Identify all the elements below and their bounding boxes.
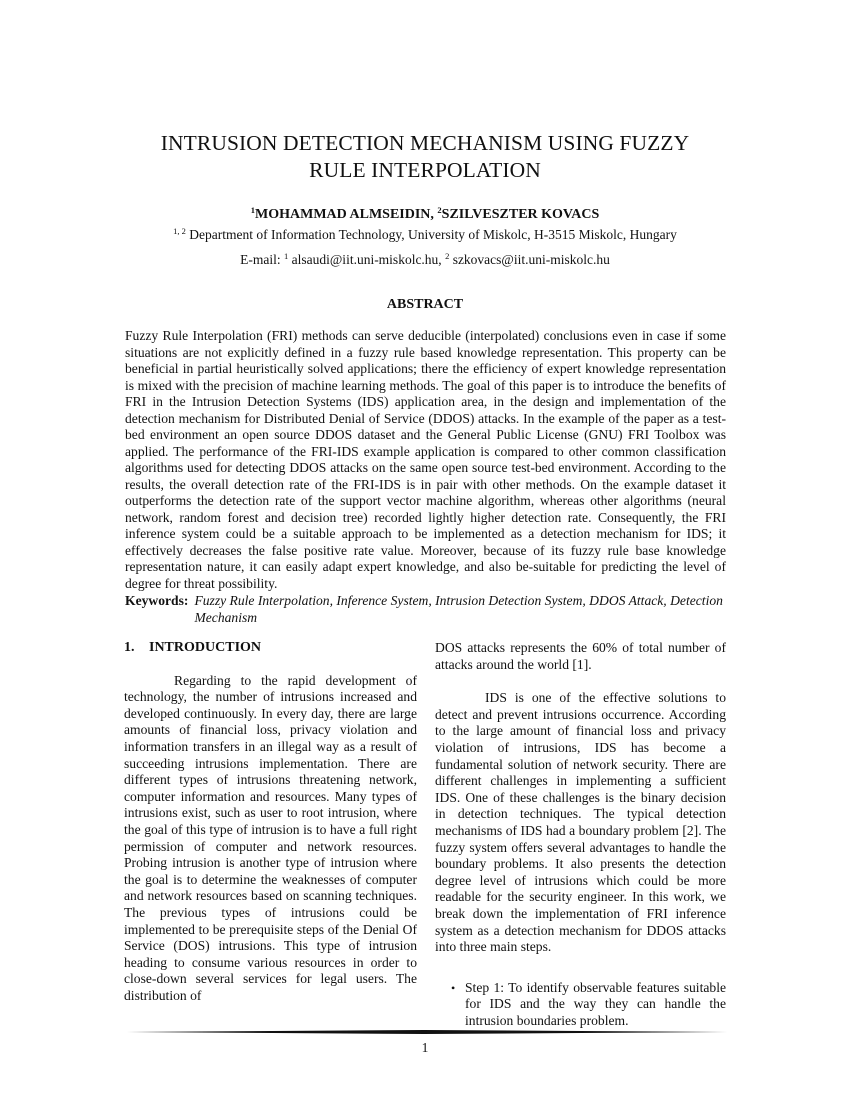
section-number: 1. [124, 640, 135, 655]
paragraph-spacer [435, 956, 726, 973]
intro-paragraph-2: IDS is one of the effective solutions to detect and prevent intrusions occurrence. According to the large amount of financial loss and privacy violation of intrusions, IDS has become a fundamental solution of network security. There are different challenges in implementing a sufficient IDS. One of these challenges is the binary decision in detection techniques. The typical detection mechanisms of IDS had a boundary problem [2]. The fuzzy system offers several advantages to handle the boundary problems. It also presents the detection degree level of intrusions which could be more readable for the security engineer. In this work, we break down the implementation of FRI inference system as a detection mechanism for DDOS attacks into three main steps. [435, 690, 726, 955]
paper-title [0, 130, 850, 184]
footer-rule-shape [124, 1030, 727, 1034]
affiliation [0, 226, 850, 243]
email-line [0, 251, 850, 268]
paragraph-spacer [435, 673, 726, 690]
bullet-icon: • [451, 980, 456, 995]
abstract-heading: ABSTRACT [386, 297, 464, 312]
email-address-2: szkovacs@iit.uni-miskolc.hu [449, 252, 610, 267]
bullet-text: Step 1: To identify observable features suitable for IDS and the way they can handle the intrusion boundaries problem. [465, 979, 726, 1028]
paper-title-line-1: INTRUSION DETECTION MECHANISM USING FUZZY [160, 131, 690, 155]
keywords-text: Fuzzy Rule Interpolation, Inference System, Intrusion Detection System, DDOS Attack, Detection Mechanism [194, 593, 723, 625]
page-number: 1 [421, 1040, 429, 1055]
intro-paragraph-1: Regarding to the rapid development of technology, the number of intrusions increased and developed continuously. In every day, there are large amounts of financial loss, privacy violation and information transfers in an illegal way as a result of succeeding intrusions implementation. There are different types of intrusions threatening network, computer information and resources. Many types of intrusions exist, such as user to root intrusion, where the goal of this type of intrusion is to have a full right permission of computer and network resources. Probing intrusion is another type of intrusion where the goal is to determine the weaknesses of computer and network resources based on scanning techniques. The previous types of intrusions could be implemented to be prerequisite steps of the Denial Of Service (DOS) intrusions. This type of intrusion heading to consume various resources in order to close-down several services for legal users. The distribution of [124, 672, 417, 1003]
author-1-superscript: 1 [250, 205, 256, 215]
paper-title-line-2: RULE INTERPOLATION [309, 158, 541, 182]
section-title: INTRODUCTION [149, 640, 262, 655]
author-2-superscript: 2 [437, 205, 442, 215]
email-label: E-mail: [240, 252, 285, 267]
footer-rule [124, 1030, 727, 1034]
email-address-1: alsaudi@iit.uni-miskolc.hu, [288, 252, 446, 267]
affiliation-text: Department of Information Technology, University of Miskolc, H-3515 Miskolc, Hungary [185, 227, 677, 242]
author-1-name: MOHAMMAD ALMSEIDIN, [255, 207, 438, 222]
keywords-label: Keywords: [125, 593, 189, 608]
section-heading [124, 640, 417, 657]
right-column [435, 640, 726, 1029]
intro-paragraph-1-continued: DOS attacks represents the 60% of total number of attacks around the world [1]. [435, 640, 726, 672]
keywords [125, 593, 726, 626]
affiliation-superscript: 1, 2 [173, 226, 186, 236]
author-2-name: SZILVESZTER KOVACS [441, 207, 600, 222]
list-item [451, 980, 726, 1030]
email-2-superscript: 2 [445, 251, 450, 261]
email-1-superscript: 1 [284, 251, 289, 261]
left-column [124, 640, 417, 1004]
abstract-text: Fuzzy Rule Interpolation (FRI) methods can serve deducible (interpolated) conclusions even in case if some situations are not explicitly defined in a fuzzy rule based knowledge representation. This property can be beneficial in partial heuristically solved applications; there the efficiency of expert knowledge representation is mixed with the precision of machine learning methods. The goal of this paper is to introduce the benefits of FRI in the Intrusion Detection Systems (IDS) application area, in the design and implementation of the detection mechanism for Distributed Denial of Service (DDOS) attacks. In the example of the paper as a test-bed environment an open source DDOS dataset and the General Public License (GNU) FRI Toolbox was applied. The performance of the FRI-IDS example application is compared to other common classification algorithms used for detecting DDOS attacks on the same open source test-bed environment. According to the results, the overall detection rate of the FRI-IDS is in pair with other methods. On the example dataset it outperforms the detection rate of the support vector machine algorithm, whereas other algorithms (neural network, random forest and decision tree) recorded lightly higher detection rate. Consequently, the FRI inference system could be a suitable approach to be implemented as a detection mechanism for IDS; it effectively decreases the false positive rate value. Moreover, because of its fuzzy rule base knowledge representation nature, it can easily adapt expert knowledge, and also be-suitable for predicting the level of degree for threat possibility. [125, 328, 726, 591]
author-list [0, 205, 850, 223]
